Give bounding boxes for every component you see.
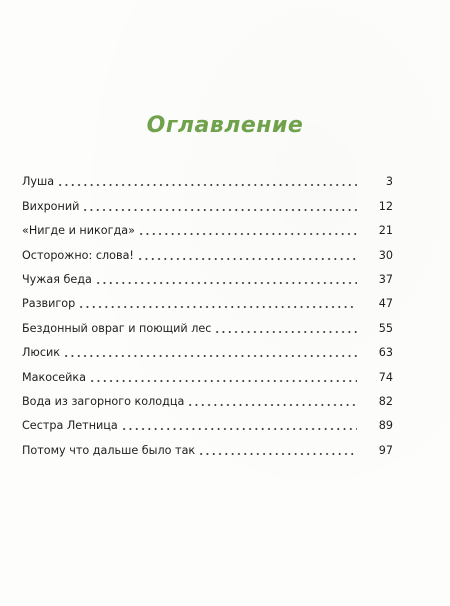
toc-entry [22,165,393,189]
toc-entry-title: Люсик [22,346,63,360]
toc-entry [22,263,393,287]
toc-entry [22,238,393,262]
toc-entry-title: «Нигде и никогда» [22,224,138,238]
toc-entry-title: Сестра Летница [22,419,121,433]
toc-entry-page: 82 [378,394,393,408]
toc-entry-page: 97 [378,443,393,457]
toc-entry-title: Бездонный овраг и поющий лес [22,322,214,336]
table-of-contents [22,165,393,458]
toc-entry [22,189,393,213]
toc-entry-page: 55 [378,321,393,335]
dot-leader [121,427,357,431]
dot-leader [63,354,357,358]
dot-leader [137,257,357,261]
dot-leader [82,208,357,212]
dot-leader [78,305,357,309]
toc-entry-title: Чужая беда [22,273,95,287]
toc-entry-page: 12 [378,199,393,213]
toc-entry-title: Макосейка [22,371,89,385]
toc-entry-title: Потому что дальше было так [22,444,198,458]
page-title: Оглавление [146,113,304,138]
dot-leader [89,379,357,383]
toc-entry [22,287,393,311]
dot-leader [138,232,357,236]
toc-entry-title: Луша [22,175,57,189]
toc-entry-page: 63 [378,346,393,360]
toc-entry-title: Вихроний [22,200,82,214]
dot-leader [95,281,357,285]
toc-entry-title: Развигор [22,297,78,311]
toc-entry-title: Осторожно: слова! [22,249,137,263]
toc-entry-page: 37 [378,272,393,286]
toc-entry-page: 74 [378,370,393,384]
toc-entry [22,433,393,457]
toc-entry-page: 3 [385,175,393,189]
toc-entry-page: 47 [378,297,393,311]
toc-entry-page: 21 [378,224,393,238]
toc-entry [22,311,393,335]
toc-entry [22,385,393,409]
toc-entry [22,409,393,433]
dot-leader [57,183,357,187]
toc-entry-page: 30 [378,248,393,262]
dot-leader [187,403,357,407]
dot-leader [198,452,357,456]
dot-leader [214,330,357,334]
toc-entry [22,214,393,238]
toc-entry-page: 89 [378,419,393,433]
toc-entry [22,336,393,360]
toc-entry [22,360,393,384]
toc-entry-title: Вода из загорного колодца [22,395,187,409]
